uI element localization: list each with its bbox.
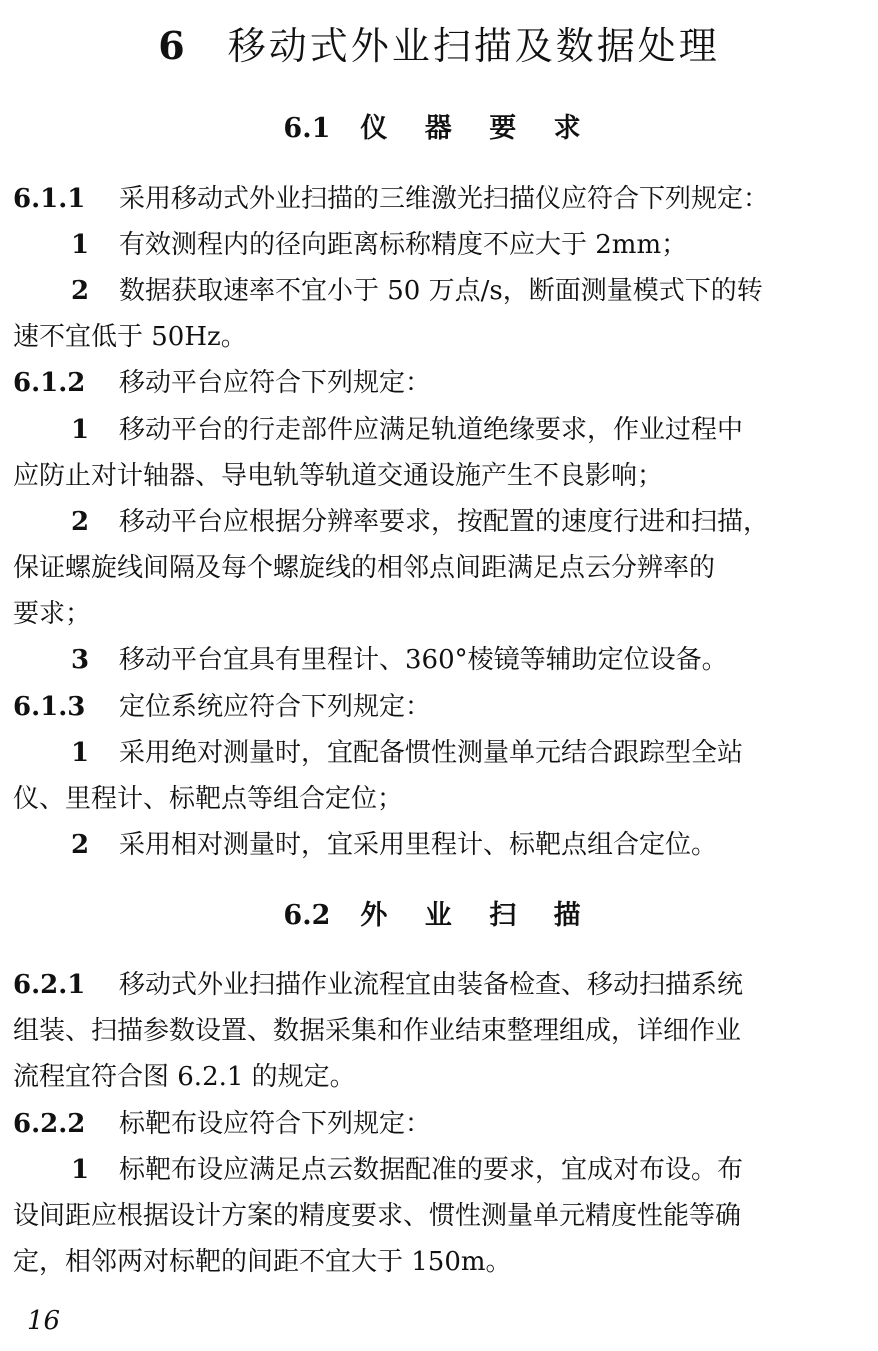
item-text: 有效测程内的径向距离标称精度不应大于 2mm； <box>119 230 688 260</box>
clause-6-1-3 <box>13 684 873 730</box>
item-number: 2 <box>71 507 90 537</box>
section-title-text: 外 业 扫 描 <box>360 900 595 931</box>
item-continuation: 保证螺旋线间隔及每个螺旋线的相邻点间距满足点云分辨率的 <box>13 553 716 583</box>
clause-6-2-2 <box>13 1101 873 1147</box>
chapter-number: 6 <box>158 23 188 68</box>
item-continuation: 要求； <box>13 599 92 629</box>
item-6-1-1-1 <box>13 222 873 268</box>
clause-number: 6.2.1 <box>13 970 86 1000</box>
clause-6-1-2 <box>13 360 873 406</box>
section-title-text: 仪 器 要 求 <box>360 113 595 144</box>
item-6-1-2-2 <box>13 499 873 545</box>
clause-6-1-1 <box>13 176 873 222</box>
item-text: 采用绝对测量时，宜配备惯性测量单元结合跟踪型全站 <box>119 738 744 768</box>
clause-number: 6.2.2 <box>13 1109 86 1139</box>
section-title-6-1 <box>0 109 878 149</box>
item-6-1-2-1 <box>13 407 873 453</box>
item-text: 标靶布设应满足点云数据配准的要求，宜成对布设。布 <box>119 1155 744 1185</box>
clause-continuation: 组装、扫描参数设置、数据采集和作业结束整理组成，详细作业 <box>13 1016 742 1046</box>
clause-6-2-1 <box>13 962 873 1008</box>
clause-text: 移动式外业扫描作业流程宜由装备检查、移动扫描系统 <box>119 970 744 1000</box>
page-number: 16 <box>27 1306 61 1336</box>
item-continuation: 应防止对计轴器、导电轨等轨道交通设施产生不良影响； <box>13 461 664 491</box>
item-continuation: 速不宜低于 50Hz。 <box>13 322 247 352</box>
item-number: 2 <box>71 830 90 860</box>
item-number: 1 <box>71 738 90 768</box>
item-text: 采用相对测量时，宜采用里程计、标靶点组合定位。 <box>119 830 718 860</box>
chapter-title-text: 移动式外业扫描及数据处理 <box>227 24 720 68</box>
item-number: 1 <box>71 1155 90 1185</box>
clause-text: 标靶布设应符合下列规定： <box>119 1109 432 1139</box>
item-text: 数据获取速率不宜小于 50 万点/s，断面测量模式下的转 <box>119 276 763 306</box>
item-text: 移动平台宜具有里程计、360°棱镜等辅助定位设备。 <box>119 645 728 675</box>
clause-number: 6.1.3 <box>13 692 86 722</box>
item-6-1-1-2 <box>13 268 873 314</box>
item-text: 移动平台的行走部件应满足轨道绝缘要求，作业过程中 <box>119 415 744 445</box>
clause-number: 6.1.1 <box>13 184 86 214</box>
item-6-1-3-2 <box>13 822 873 868</box>
clause-continuation: 流程宜符合图 6.2.1 的规定。 <box>13 1062 356 1092</box>
item-6-1-3-1 <box>13 730 873 776</box>
clause-text: 采用移动式外业扫描的三维激光扫描仪应符合下列规定： <box>119 184 770 214</box>
section-number: 6.1 <box>283 113 331 144</box>
clause-number: 6.1.2 <box>13 368 86 398</box>
item-continuation: 仪、里程计、标靶点等组合定位； <box>13 784 404 814</box>
item-6-2-2-1 <box>13 1147 873 1193</box>
item-number: 3 <box>71 645 90 675</box>
item-number: 1 <box>71 415 90 445</box>
clause-text: 移动平台应符合下列规定： <box>119 368 432 398</box>
item-6-1-2-3 <box>13 637 873 683</box>
section-title-6-2 <box>0 896 878 936</box>
clause-text: 定位系统应符合下列规定： <box>119 692 432 722</box>
item-number: 2 <box>71 276 90 306</box>
item-continuation: 定，相邻两对标靶的间距不宜大于 150m。 <box>13 1247 512 1277</box>
chapter-title <box>0 18 878 74</box>
item-continuation: 设间距应根据设计方案的精度要求、惯性测量单元精度性能等确 <box>13 1201 742 1231</box>
item-text: 移动平台应根据分辨率要求，按配置的速度行进和扫描， <box>119 507 770 537</box>
section-number: 6.2 <box>283 900 331 931</box>
item-number: 1 <box>71 230 90 260</box>
